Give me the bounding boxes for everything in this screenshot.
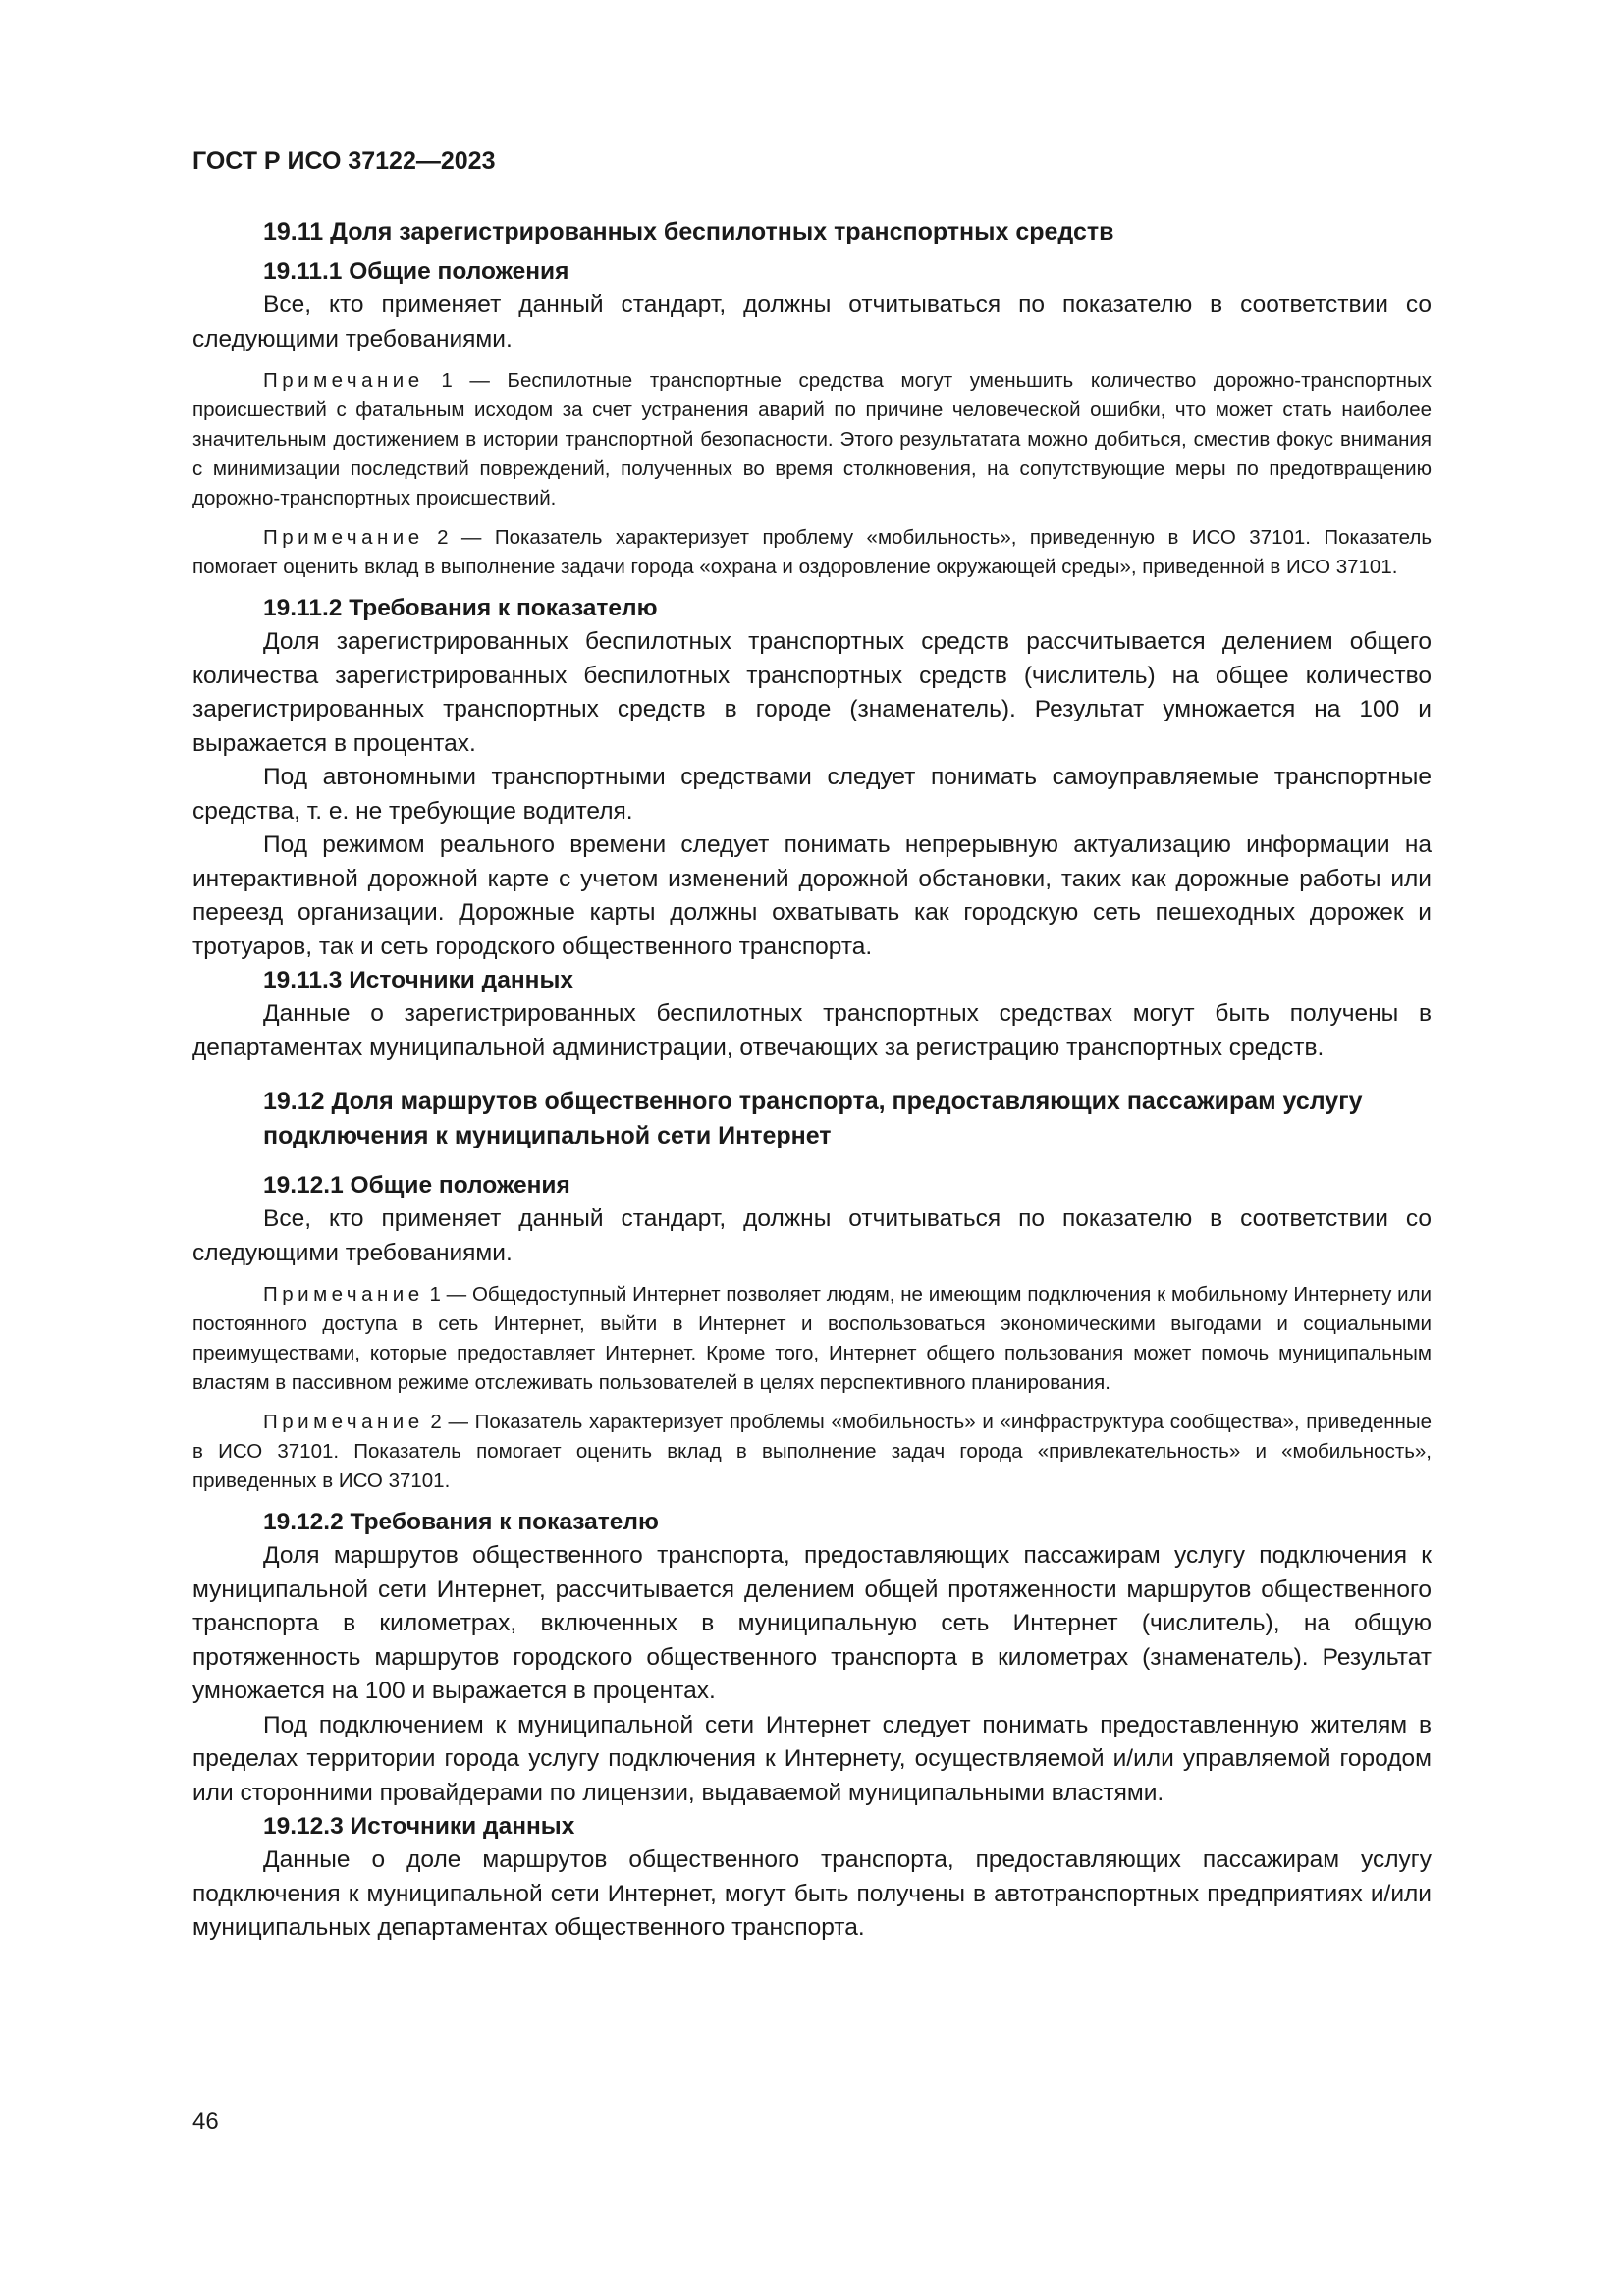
paragraph: Доля маршрутов общественного транспорта, предоставляющих пассажирам услугу подключения к муниципальной сети Интернет, рассчитывается делением общей протяженности маршрутов общественного транспорта в километрах, включенных в муниципальную сеть Интернет (числитель), на общую протяженность маршрутов городского общественного транспорта в километрах (знаменатель). Результат умножается на 100 и выражается в процентах.: [192, 1542, 1432, 1704]
note-text: 1 — Беспилотные транспортные средства могут уменьшить количество дорожно-транспортных происшествий с фатальным исходом за счет устранения аварий по причине человеческой ошибки, что может стать наиболее значительным достижением в истории транспортной безопасности. Этого результатата можно добиться, сместив фокус внимания с минимизации последствий повреждений, полученных во время столкновения, на сопутствующие меры по предотвращению дорожно-транспортных происшествий.: [192, 369, 1432, 509]
note-text: 2 — Показатель характеризует проблему «мобильность», приведенную в ИСО 37101. Показатель помогает оценить вклад в выполнение задачи города «охрана и оздоровление окружающей среды», приведенной в ИСО 37101.: [192, 526, 1432, 578]
note-text: 1 — Общедоступный Интернет позволяет людям, не имеющим подключения к мобильному Интернету или постоянного доступа в сеть Интернет, выйти в Интернет и воспользоваться экономическими выгодами и социальными преимуществами, которые предоставляет Интернет. Кроме того, Интернет общего пользования может помочь муниципальным властям в пассивном режиме отслеживать пользователей в целях перспективного планирования.: [192, 1283, 1432, 1394]
paragraph: Данные о доле маршрутов общественного транспорта, предоставляющих пассажирам услугу подключения к муниципальной сети Интернет, могут быть получены в автотранспортных предприятиях и/или муниципальных департаментах общественного транспорта.: [192, 1846, 1432, 1941]
section-title-19-11: 19.11 Доля зарегистрированных беспилотных транспортных средств: [263, 218, 1114, 245]
note-label: Примечание: [263, 1283, 424, 1306]
subsection-title-19-11-1: 19.11.1 Общие положения: [263, 258, 569, 285]
note-19-11-2: [192, 523, 1432, 582]
paragraph: Доля зарегистрированных беспилотных транспортных средств рассчитывается делением общего количества зарегистрированных беспилотных транспортных средств (числитель) на общее количество зарегистрированных транспортных средств в городе (знаменатель). Результат умножается на 100 и выражается в процентах.: [192, 628, 1432, 757]
subsection-title-19-12-2: 19.12.2 Требования к показателю: [263, 1509, 659, 1535]
paragraph: Данные о зарегистрированных беспилотных транспортных средствах могут быть получены в департаментах муниципальной администрации, отвечающих за регистрацию транспортных средств.: [192, 1000, 1432, 1061]
paragraph: Под режимом реального времени следует понимать непрерывную актуализацию информации на интерактивной дорожной карте с учетом изменений дорожной обстановки, таких как дорожные работы или переезд организации. Дорожные карты должны охватывать как городскую сеть пешеходных дорожек и тротуаров, так и сеть городского общественного транспорта.: [192, 831, 1432, 960]
note-text: 2 — Показатель характеризует проблемы «мобильность» и «инфраструктура сообщества», приведенные в ИСО 37101. Показатель помогает оценить вклад в выполнение задач города «привлекательность» и «мобильность», приведенных в ИСО 37101.: [192, 1411, 1432, 1492]
subsection-title-19-12-1: 19.12.1 Общие положения: [263, 1172, 570, 1199]
subsection-title-19-12-3: 19.12.3 Источники данных: [263, 1813, 575, 1840]
note-19-12-1: [192, 1280, 1432, 1398]
subsection-title-19-11-2: 19.11.2 Требования к показателю: [263, 595, 658, 621]
page-number: 46: [192, 2109, 219, 2135]
paragraph: Все, кто применяет данный стандарт, должны отчитываться по показателю в соответствии со следующими требованиями.: [192, 292, 1432, 352]
paragraph: Под подключением к муниципальной сети Интернет следует понимать предоставленную жителям в пределах территории города услугу подключения к Интернету, осуществляемой и/или управляемой городом или сторонними провайдерами по лицензии, выдаваемой муниципальными властями.: [192, 1711, 1432, 1806]
paragraph: Под автономными транспортными средствами следует понимать самоуправляемые транспортные средства, т. е. не требующие водителя.: [192, 764, 1432, 825]
paragraph: Все, кто применяет данный стандарт, должны отчитываться по показателю в соответствии со следующими требованиями.: [192, 1205, 1432, 1266]
note-label: Примечание: [263, 369, 424, 392]
note-19-11-1: [192, 366, 1432, 513]
section-title-19-12: 19.12 Доля маршрутов общественного транспорта, предоставляющих пассажирам услугу подключения к муниципальной сети Интернет: [263, 1088, 1363, 1149]
note-label: Примечание: [263, 1411, 424, 1433]
subsection-title-19-11-3: 19.11.3 Источники данных: [263, 967, 573, 993]
document-code: ГОСТ Р ИСО 37122—2023: [192, 147, 496, 175]
note-19-12-2: [192, 1408, 1432, 1496]
note-label: Примечание: [263, 526, 424, 549]
